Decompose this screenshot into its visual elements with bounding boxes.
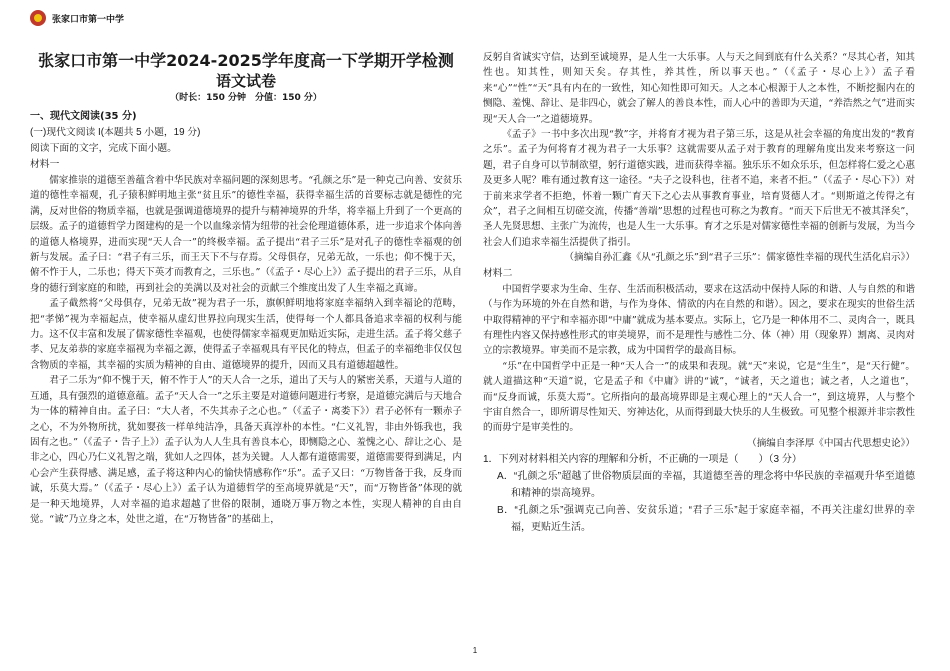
paragraph: 反躬自省诚实守信，达到至诚境界，是人生一大乐事。人与天之间到底有什么关系？“尽其心者，知其性也。知其性，则知天矣。存其性，养其性，所以事天也。”（《孟子・尽心上》）孟子看来“心”“性”“天”具有内在的一致性，知心知性即可知天。人之本心根源于人之本性，不断挖掘内在的恻隐、羞愧、辞让、是非四心，就会了解人的善良本性，而人心中的善即为天道，“养浩然之气”进而实现“天人合一”之道德境界。 (483, 52, 915, 125)
page-number: 1 (472, 646, 478, 655)
left-column (30, 50, 462, 527)
material2-label: 材料二 (483, 267, 513, 279)
paragraph: “乐”在中国哲学中正是一种“天人合一”的成果和表现。就“天”来说，它是“生生”，是“天行健”。就人道描这种“天道”说，它是孟子和《中庸》讲的“诚”，“诚者，天之道也；诚之者，人之道也”，而“反身而诚，乐莫大焉”。它所指向的最高境界即是主观心理上的“天人合一”，到这境界，人与整个宇宙自然合一，即所谓尽性知天、穷神达化，从而得到最大快乐的人生极致。可见整个根源并非宗教性的而毋宁是审美性的。 (483, 360, 915, 434)
paragraph: 《孟子》一书中多次出现“教”字，并将育才视为君子第三乐，这是从社会幸福的角度出发的“教育之乐”。孟子为何将育才视为君子一大乐事？这就需要从孟子对于教育的理解角度出发来考察这一问题，君子自身可以节制欲望，躬行道德实践，进而获得幸福。独乐乐不如众乐乐，但怎样将仁爱之心惠及更多人呢？唯有通过教育这一途径。“夫子之设科也，往者不追，来者不拒。”（《孟子・尽心下》）对于前来求学者不拒绝，怀着一颗广育天下之心去从事教育事业，培育贤德人才。“则斯道之传得之有众”，君子之间相互切磋交流，传播“善端”思想的过程也可称之为教育。“而天下后世无不被其泽矣”，圣人先贤思想、主张广为流传，也是人生一大乐事。育才之乐是对儒家德性幸福的创新与发展，为当今社会人们追求幸福生活提供了指引。 (483, 129, 915, 248)
exam-subtitle: 语文试卷 (215, 72, 276, 90)
school-logo (30, 10, 124, 26)
question-stem: 1．下列对材料相关内容的理解和分析，不正确的一项是（ ）（3 分） (483, 454, 802, 466)
logo-text: 张家口市第一中学 (52, 14, 125, 25)
instruction: 阅读下面的文字，完成下面小题。 (30, 143, 177, 154)
section-heading: 一、现代文阅读(35 分) (30, 111, 137, 122)
paragraph: 孟子截然将“父母俱存，兄弟无故”视为君子一乐，旗帜鲜明地将家庭幸福纳入到幸福论的范畴，把“孝悌”视为幸福起点，使幸福从虚幻世界拉向现实生活，使得每一个人都具备追求幸福的权利与能力。这不仅丰富和发展了儒家德性幸福观，也使得儒家幸福观更加贴近实际，走进生活。孟子将父慈子孝、兄友弟恭的家庭幸福视为幸福之源，使得孟子幸福观具有平民化的特点，但孟子的幸福绝非仅仅包含物质的幸福，其幸福的实质为精神的自由、道德境界的提升，因而又具有道德超越性。 (30, 298, 462, 371)
material1-label: 材料一 (30, 159, 60, 170)
subsection-heading: (一)现代文阅读 I(本题共 5 小题，19 分) (30, 127, 201, 138)
answer-option[interactable]: B．“孔颜之乐”强调克己向善、安贫乐道；“君子三乐”起于家庭幸福，不再关注虚幻世界的幸福，更贴近生活。 (497, 505, 915, 534)
paragraph: 君子二乐为“仰不愧于天，俯不怍于人”的天人合一之乐，道出了天与人的紧密关系，天道与人道的互通，具有强烈的道德意蕴。孟子“天人合一”之乐主要是对道德问题进行考察，是道德完满后与天地合为一体的精神自由。孟子曰：“大人者，不失其赤子之心也。”（《孟子・离娄下》）君子必怀有一颗赤子之心，不为外物所扰，犹如婴孩一样单纯洁净，具备天真淳朴的本性。“仁义礼智，非由外铄我也，我固有之也。”（《孟子・告子上》）孟子认为人人生具有善良本心，即恻隐之心、羞愧之心、辞让之心、是非之心，四心乃仁义礼智之端，犹如人之四体，甚为关键。人人都有道德需要，道德需要得到满足，内心会产生获得感、满足感，孟子将这种内心的愉快情感称作“乐”。孟子又曰：“万物皆备于我，反身而诚，乐莫大焉。”（《孟子・尽心上》）孟子认为道德哲学的至高境界就是“天”，而“万物皆备”体现的就是一种天地境界，人对幸福的追求超越了世俗的限制，通晓万事万物之本性，实现人精神的自由自觉。“诚”乃立身之本，处世之道，在“万物皆备”的基础上， (30, 375, 462, 525)
source-citation: （摘编自李泽厚《中国古代思想史论》） (747, 437, 915, 449)
exam-meta: （时长：150 分钟 分值：150 分） (170, 93, 322, 103)
answer-option[interactable]: A．“孔颜之乐”超越了世俗物质层面的幸福，其道德至善的理念将中华民族的幸福观升华至道德和精神的崇高境界。 (497, 471, 915, 500)
right-column (483, 50, 915, 536)
paragraph: 儒家推崇的道德至善蕴含着中华民族对幸福问题的深刻思考。“孔颜之乐”是一种克己向善、安贫乐道的德性幸福观，孔子猿积鲜明地主张“贫且乐”的德性幸福，获得幸福生活的首要标志就是德性的完满，反对世俗的物质幸福，也就是强调道德境界的提升与精神境界的升华，将幸福上升到了一个更高的层级。孟子的道德哲学力图建构的是一个以血缘亲情为纽带的社会伦理道德体系，进一步追求个体向善的道德人格境界，进而实现“天人合一”的终极幸福。孟子提出“君子三乐”是对孔子的德性幸福观的创新与发展。孟子曰：“君子有三乐，而王天下不与存焉。父母俱存，兄弟无故，一乐也；仰不愧于天，俯不怍于人，二乐也；得天下英才而教育之，三乐也。”（《孟子・尽心上》）孟子提出的君子三乐，从自身的德行到家庭的和睦，再到社会的美满以及对社会的贡献三个维度出发了人生幸福之真谛。 (30, 175, 462, 294)
school-emblem-icon (30, 10, 46, 26)
exam-title: 张家口市第一中学2024-2025学年度高一下学期开学检测 (38, 51, 454, 70)
source-citation: （摘编自孙汇鑫《从“孔颜之乐”到“君子三乐”：儒家德性幸福的现代生活化启示》） (564, 252, 915, 264)
paragraph: 中国哲学要求为生命、生存、生活而积极活动，要求在这活动中保持人际的和谐、人与自然的和谐（与作为环境的外在自然和谐，与作为身体、情欲的内在自然的和谐）。因之，要求在现实的世俗生活中取得精神的平宁和幸福亦即“中庸”就成为基本要点。实际上，它乃是一种体用不二、灵肉合一，既具有理性内容又保持感性形式的审美境界，而不是理性与感性二分、体（神）用（现象界）割离、灵肉对立的宗教境界。审美而不是宗教，成为中国哲学的最高目标。 (483, 283, 915, 357)
